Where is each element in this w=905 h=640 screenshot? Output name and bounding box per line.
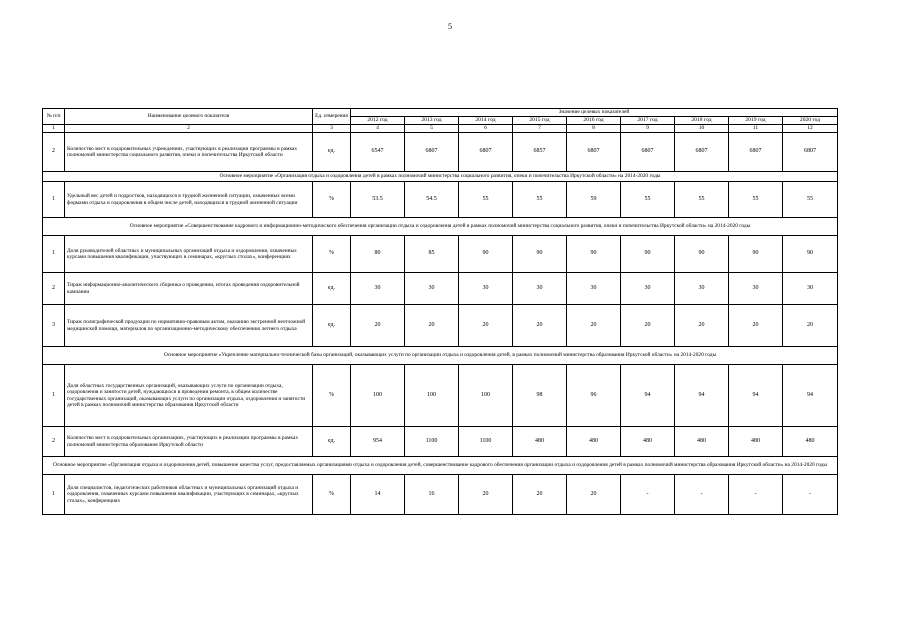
value-cell: 16 bbox=[405, 475, 459, 515]
row-number: 2 bbox=[43, 273, 65, 305]
value-cell: 6807 bbox=[567, 133, 621, 172]
unit-cell: ед. bbox=[313, 305, 351, 347]
indicator-name: Тираж полиграфической продукции по нормативно-правовым актам, оказанию экстренной неотложной медицинской помощи, материалов по организационно-методическому обеспечению летнего отдыха bbox=[65, 305, 313, 347]
value-cell: - bbox=[675, 475, 729, 515]
value-cell: 96 bbox=[567, 365, 621, 427]
section-row bbox=[43, 172, 838, 182]
value-cell: 6547 bbox=[351, 133, 405, 172]
table-row bbox=[43, 427, 838, 457]
year-header-cell: 2012 год bbox=[351, 117, 405, 125]
section-row bbox=[43, 218, 838, 236]
row-number: 1 bbox=[43, 365, 65, 427]
value-cell: 55 bbox=[783, 182, 838, 218]
unit-cell: ед. bbox=[313, 273, 351, 305]
table-row bbox=[43, 236, 838, 273]
column-index-cell: 2 bbox=[65, 125, 313, 133]
value-cell: 20 bbox=[459, 475, 513, 515]
column-index-cell: 8 bbox=[567, 125, 621, 133]
column-index-cell: 3 bbox=[313, 125, 351, 133]
value-cell: 20 bbox=[513, 305, 567, 347]
year-header-cell: 2020 год bbox=[783, 117, 838, 125]
value-cell: 20 bbox=[621, 305, 675, 347]
value-cell: 55 bbox=[459, 182, 513, 218]
column-index-cell: 5 bbox=[405, 125, 459, 133]
value-cell: 100 bbox=[351, 365, 405, 427]
row-number: 2 bbox=[43, 427, 65, 457]
row-number: 1 bbox=[43, 236, 65, 273]
target-indicators-table bbox=[42, 108, 838, 515]
value-cell: 1100 bbox=[459, 427, 513, 457]
table-row bbox=[43, 365, 838, 427]
value-cell: 20 bbox=[513, 475, 567, 515]
value-cell: 30 bbox=[459, 273, 513, 305]
value-cell: 6807 bbox=[459, 133, 513, 172]
value-cell: 480 bbox=[513, 427, 567, 457]
value-cell: 480 bbox=[567, 427, 621, 457]
value-cell: 20 bbox=[567, 475, 621, 515]
unit-cell: % bbox=[313, 182, 351, 218]
value-cell: 59 bbox=[567, 182, 621, 218]
column-index-cell: 11 bbox=[729, 125, 783, 133]
indicator-name: Доля специалистов, педагогических работников областных и муниципальных организаций отдыха и оздоровления, охваченных курсами повышения квалификации, участвующих в семинарах, «круглых столах», конференциях bbox=[65, 475, 313, 515]
page-number: 5 bbox=[448, 22, 452, 31]
value-cell: 6807 bbox=[405, 133, 459, 172]
table-row bbox=[43, 475, 838, 515]
row-number: 3 bbox=[43, 305, 65, 347]
value-cell: 90 bbox=[459, 236, 513, 273]
value-cell: 480 bbox=[783, 427, 838, 457]
value-cell: 30 bbox=[675, 273, 729, 305]
value-cell: 6807 bbox=[621, 133, 675, 172]
table-row bbox=[43, 133, 838, 172]
value-cell: 90 bbox=[675, 236, 729, 273]
column-index-cell: 12 bbox=[783, 125, 838, 133]
unit-cell: ед. bbox=[313, 133, 351, 172]
header-name: Наименование целевого показателя bbox=[65, 109, 313, 125]
value-cell: 20 bbox=[459, 305, 513, 347]
value-cell: 55 bbox=[621, 182, 675, 218]
row-number: 2 bbox=[43, 133, 65, 172]
value-cell: 54.5 bbox=[405, 182, 459, 218]
row-number: 1 bbox=[43, 475, 65, 515]
value-cell: 480 bbox=[675, 427, 729, 457]
value-cell: 90 bbox=[513, 236, 567, 273]
value-cell: 30 bbox=[351, 273, 405, 305]
value-cell: 30 bbox=[567, 273, 621, 305]
value-cell: 55 bbox=[675, 182, 729, 218]
unit-cell: % bbox=[313, 475, 351, 515]
value-cell: 100 bbox=[405, 365, 459, 427]
indicator-name: Доля руководителей областных и муниципальных организаций отдыха и оздоровления, охваченных курсами повышения квалификации, участвующих в семинарах, «круглых столах», конференциях bbox=[65, 236, 313, 273]
value-cell: 90 bbox=[567, 236, 621, 273]
value-cell: 94 bbox=[783, 365, 838, 427]
year-header-cell: 2017 год bbox=[621, 117, 675, 125]
value-cell: 14 bbox=[351, 475, 405, 515]
value-cell: 55 bbox=[513, 182, 567, 218]
year-header-cell: 2014 год bbox=[459, 117, 513, 125]
year-header-cell: 2018 год bbox=[675, 117, 729, 125]
indicator-name: Доля областных государственных организаций, оказывающих услуги по организации отдыха, оздоровления и занятости детей, нуждающихся в проведении ремонта, в общем количестве государственных организаций, оказывающих услуги по организации отдыха, оздоровления и занятости детей в рамках полномочий министерства образования Иркутской области bbox=[65, 365, 313, 427]
header-values: Значение целевых показателей bbox=[351, 109, 838, 117]
value-cell: 20 bbox=[351, 305, 405, 347]
unit-cell: % bbox=[313, 365, 351, 427]
value-cell: 30 bbox=[513, 273, 567, 305]
index-row bbox=[43, 125, 838, 133]
value-cell: 954 bbox=[351, 427, 405, 457]
value-cell: 480 bbox=[729, 427, 783, 457]
column-index-cell: 4 bbox=[351, 125, 405, 133]
value-cell: 20 bbox=[675, 305, 729, 347]
section-title: Основное мероприятие «Организация отдыха и оздоровления детей, повышение качества услуг, предоставляемых организациями отдыха и оздоровления детей, совершенствование кадрового обеспечения организации отдыха и оздоровления детей в рамках полномочий министерства образования Иркутской области» на 2014-2020 годы bbox=[43, 457, 838, 475]
year-header-cell: 2019 год bbox=[729, 117, 783, 125]
column-index-cell: 10 bbox=[675, 125, 729, 133]
value-cell: 30 bbox=[783, 273, 838, 305]
indicator-name: Количество мест в оздоровительных учреждениях, участвующих в реализации программы в рамках полномочий министерства социального развития, опеки и попечительства Иркутской области bbox=[65, 133, 313, 172]
indicator-name: Удельный вес детей и подростков, находящихся в трудной жизненной ситуации, охваченных всеми формами отдыха и оздоровления в общем числе детей, находящихся в трудной жизненной ситуации bbox=[65, 182, 313, 218]
value-cell: 98 bbox=[513, 365, 567, 427]
value-cell: 6857 bbox=[513, 133, 567, 172]
value-cell: 30 bbox=[621, 273, 675, 305]
section-row bbox=[43, 347, 838, 365]
section-row bbox=[43, 457, 838, 475]
value-cell: 94 bbox=[621, 365, 675, 427]
value-cell: 94 bbox=[729, 365, 783, 427]
value-cell: 100 bbox=[459, 365, 513, 427]
value-cell: 6807 bbox=[729, 133, 783, 172]
year-header-cell: 2013 год bbox=[405, 117, 459, 125]
table-row bbox=[43, 273, 838, 305]
value-cell: 90 bbox=[783, 236, 838, 273]
section-title: Основное мероприятие «Укрепление материально-технической базы организаций, оказывающих услуги по организации отдыха и оздоровления детей, в рамках полномочий министерства образования Иркутской области» на 2014-2020 годы bbox=[43, 347, 838, 365]
table-row bbox=[43, 182, 838, 218]
unit-cell: ед. bbox=[313, 427, 351, 457]
value-cell: 94 bbox=[675, 365, 729, 427]
value-cell: - bbox=[729, 475, 783, 515]
value-cell: 6807 bbox=[675, 133, 729, 172]
column-index-cell: 1 bbox=[43, 125, 65, 133]
value-cell: 90 bbox=[621, 236, 675, 273]
indicator-name: Количество мест в оздоровительных организациях, участвующих в реализации программы в рамках полномочий министерства образования Иркутской области bbox=[65, 427, 313, 457]
unit-cell: % bbox=[313, 236, 351, 273]
indicator-name: Тираж информационно-аналитического сборника о проведении, итогах проведения оздоровительной кампании bbox=[65, 273, 313, 305]
value-cell: - bbox=[621, 475, 675, 515]
header-row bbox=[43, 109, 838, 117]
value-cell: 53.5 bbox=[351, 182, 405, 218]
value-cell: 6807 bbox=[783, 133, 838, 172]
column-index-cell: 7 bbox=[513, 125, 567, 133]
value-cell: 1100 bbox=[405, 427, 459, 457]
value-cell: 20 bbox=[783, 305, 838, 347]
header-unit: Ед. измерения bbox=[313, 109, 351, 125]
row-number: 1 bbox=[43, 182, 65, 218]
value-cell: 20 bbox=[405, 305, 459, 347]
value-cell: 80 bbox=[351, 236, 405, 273]
value-cell: 20 bbox=[729, 305, 783, 347]
year-header-cell: 2016 год bbox=[567, 117, 621, 125]
value-cell: 30 bbox=[405, 273, 459, 305]
value-cell: - bbox=[783, 475, 838, 515]
year-header-cell: 2015 год bbox=[513, 117, 567, 125]
value-cell: 30 bbox=[729, 273, 783, 305]
value-cell: 20 bbox=[567, 305, 621, 347]
table-row bbox=[43, 305, 838, 347]
column-index-cell: 9 bbox=[621, 125, 675, 133]
value-cell: 90 bbox=[729, 236, 783, 273]
section-title: Основное мероприятие «Совершенствование кадрового и информационно-методического обеспечения организации отдыха и оздоровления детей в рамках полномочий министерства социального развития, опеки и попечительства Иркутской области» на 2014-2020 годы bbox=[43, 218, 838, 236]
value-cell: 85 bbox=[405, 236, 459, 273]
value-cell: 480 bbox=[621, 427, 675, 457]
section-title: Основное мероприятие «Организация отдыха и оздоровления детей в рамках полномочий министерства социального развития, опеки и попечительства Иркутской области» на 2014-2020 годы bbox=[43, 172, 838, 182]
header-num: № п/п bbox=[43, 109, 65, 125]
column-index-cell: 6 bbox=[459, 125, 513, 133]
value-cell: 55 bbox=[729, 182, 783, 218]
